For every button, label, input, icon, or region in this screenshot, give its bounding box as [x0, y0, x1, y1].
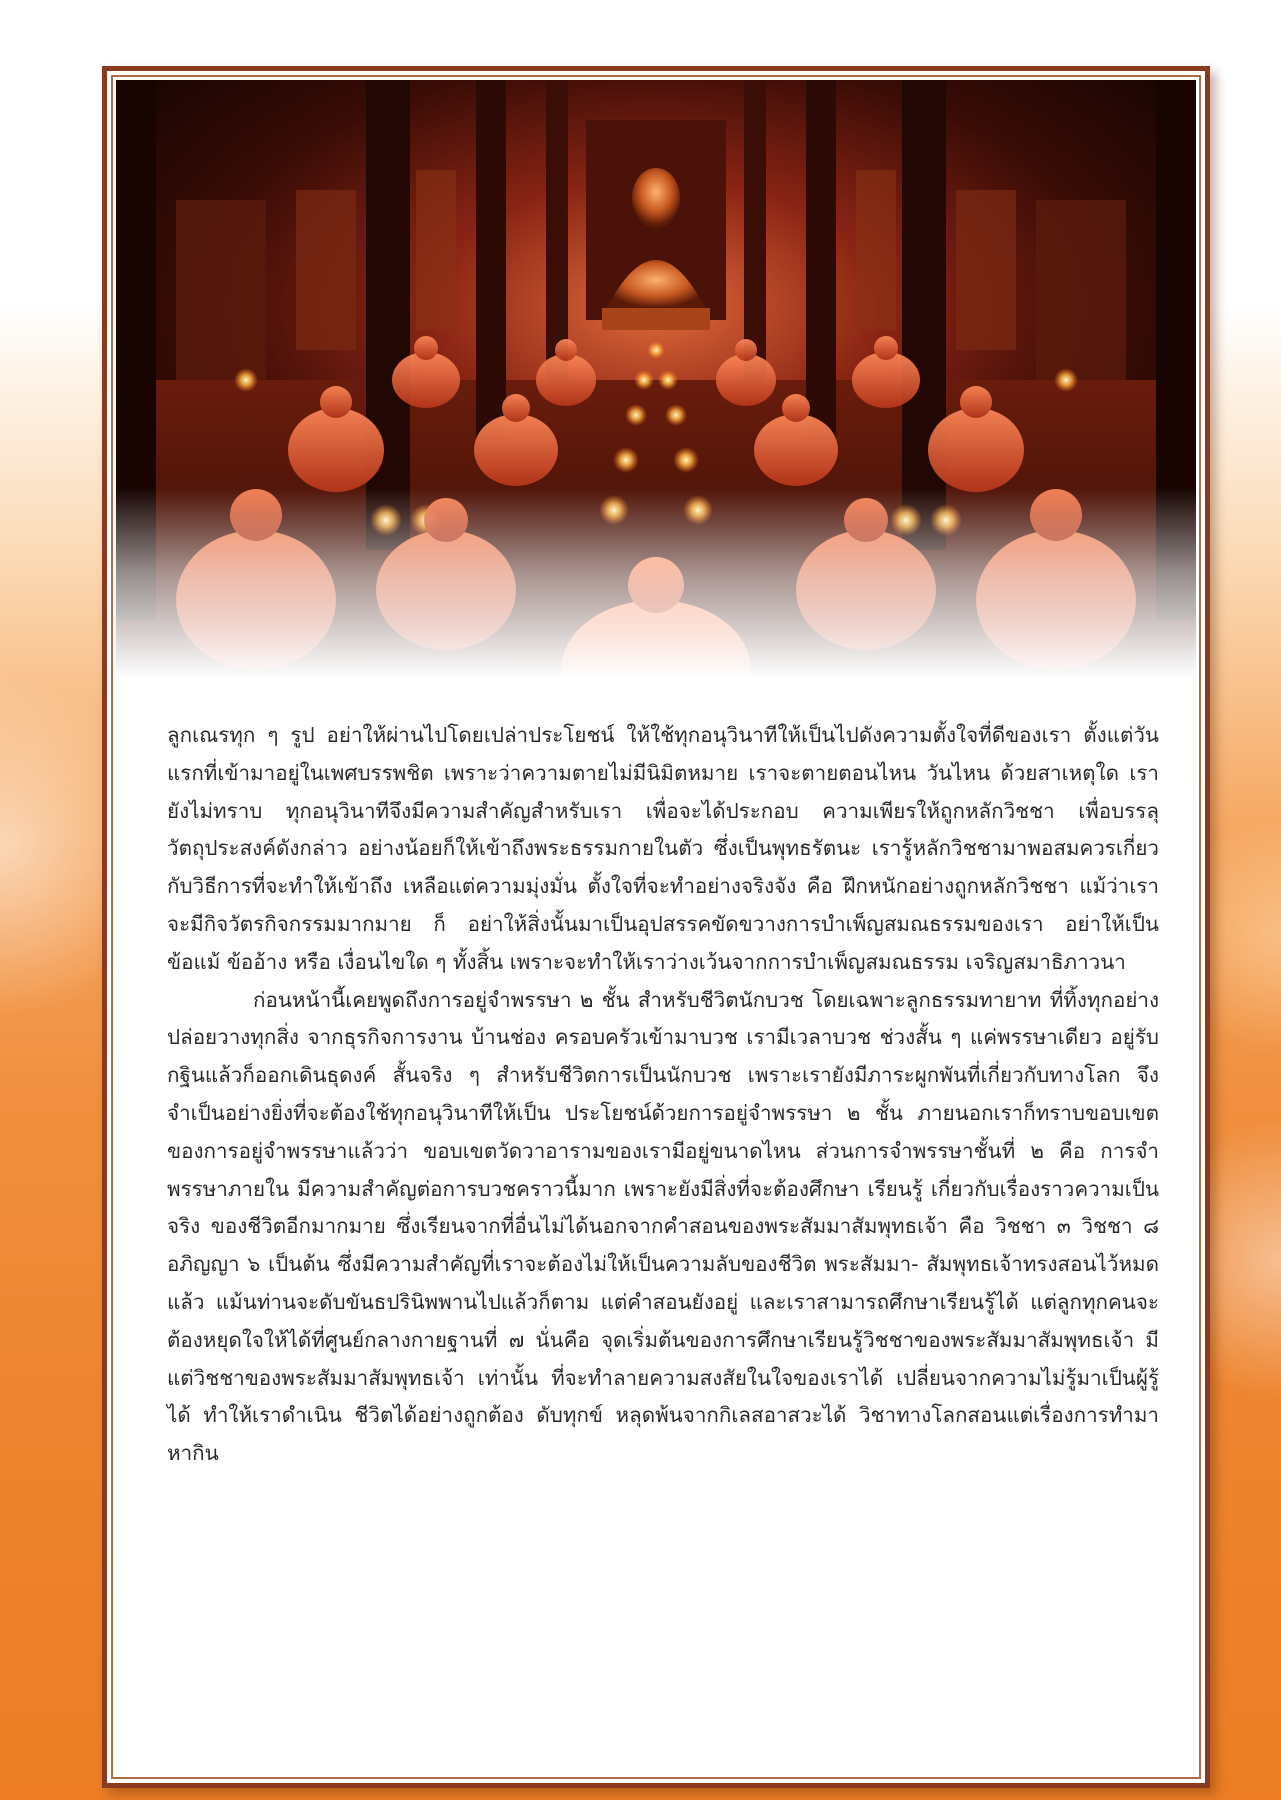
- paragraph-2: ก่อนหน้านี้เคยพูดถึงการอยู่จำพรรษา ๒ ชั้น สำหรับชีวิตนักบวช โดยเฉพาะลูกธรรมทายาท ที่ทิ้งทุกอย่าง ปล่อยวางทุกสิ่ง จากธุรกิจการงาน บ้านช่อง ครอบครัวเข้ามาบวช เรามีเวลาบวช ช่วงสั้น ๆ แค่พรรษาเดียว อยู่รับกฐินแล้วก็ออกเดินธุดงค์ สั้นจริง ๆ สำหรับชีวิตการเป็นนักบวช เพราะเรายังมีภาระผูกพันที่เกี่ยวกับทางโลก จึงจำเป็นอย่างยิ่งที่จะต้องใช้ทุกอนุวินาทีให้เป็น ประโยชน์ด้วยการอยู่จำพรรษา ๒ ชั้น ภายนอกเราก็ทราบขอบเขตของการอยู่จำพรรษาแล้วว่า ขอบเขตวัดวาอารามของเรามีอยู่ขนาดไหน ส่วนการจำพรรษาชั้นที่ ๒ คือ การจำพรรษาภายใน มีความสำคัญต่อการบวชคราวนี้มาก เพราะยังมีสิ่งที่จะต้องศึกษา เรียนรู้ เกี่ยวกับเรื่องราวความเป็นจริง ของชีวิตอีกมากมาย ซึ่งเรียนจากที่อื่นไม่ได้นอกจากคำสอนของพระสัมมาสัมพุทธเจ้า คือ วิชชา ๓ วิชชา ๘ อภิญญา ๖ เป็นต้น ซึ่งมีความสำคัญที่เราจะต้องไม่ให้เป็นความลับของชีวิต พระสัมมา- สัมพุทธเจ้าทรงสอนไว้หมดแล้ว แม้นท่านจะดับขันธปรินิพพานไปแล้วก็ตาม แต่คำสอนยังอยู่ และเราสามารถศึกษาเรียนรู้ได้ แต่ลูกทุกคนจะต้องหยุดใจให้ได้ที่ศูนย์กลางกายฐานที่ ๗ นั่นคือ จุดเริ่มต้นของการศึกษาเรียนรู้วิชชาของพระสัมมาสัมพุทธเจ้า มีแต่วิชชาของพระสัมมาสัมพุทธเจ้า เท่านั้น ที่จะทำลายความสงสัยในใจของเราได้ เปลี่ยนจากความไม่รู้มาเป็นผู้รู้ได้ ทำให้เราดำเนิน ชีวิตได้อย่างถูกต้อง ดับทุกข์ หลุดพ้นจากกิเลสอาสวะได้ วิชาทางโลกสอนแต่เรื่องการทำมาหากิน: [167, 987, 1159, 1466]
- hero-photo-monks-meditating: [116, 80, 1196, 678]
- article-body: [167, 717, 1159, 1473]
- hero-fade-overlay: [116, 488, 1196, 678]
- page-frame: [102, 66, 1210, 1788]
- paragraph-1: ลูกเณรทุก ๆ รูป อย่าให้ผ่านไปโดยเปล่าประโยชน์ ให้ใช้ทุกอนุวินาทีให้เป็นไปดังความตั้งใจที่ดีของเรา ตั้งแต่วันแรกที่เข้ามาอยู่ในเพศบรรพชิต เพราะว่าความตายไม่มีนิมิตหมาย เราจะตายตอนไหน วันไหน ด้วยสาเหตุใด เรายังไม่ทราบ ทุกอนุวินาทีจึงมีความสำคัญสำหรับเรา เพื่อจะได้ประกอบ ความเพียรให้ถูกหลักวิชชา เพื่อบรรลุวัตถุประสงค์ดังกล่าว อย่างน้อยก็ให้เข้าถึงพระธรรมกายในตัว ซึ่งเป็นพุทธรัตนะ เรารู้หลักวิชชามาพอสมควรเกี่ยวกับวิธีการที่จะทำให้เข้าถึง เหลือแต่ความมุ่งมั่น ตั้งใจที่จะทำอย่างจริงจัง คือ ฝึกหนักอย่างถูกหลักวิชชา แม้ว่าเราจะมีกิจวัตรกิจกรรมมากมาย ก็ อย่าให้สิ่งนั้นมาเป็นอุปสรรคขัดขวางการบำเพ็ญสมณธรรมของเรา อย่าให้เป็นข้อแม้ ข้ออ้าง หรือ เงื่อนไขใด ๆ ทั้งสิ้น เพราะจะทำให้เราว่างเว้นจากการบำเพ็ญสมณธรรม เจริญสมาธิภาวนา: [167, 723, 1159, 974]
